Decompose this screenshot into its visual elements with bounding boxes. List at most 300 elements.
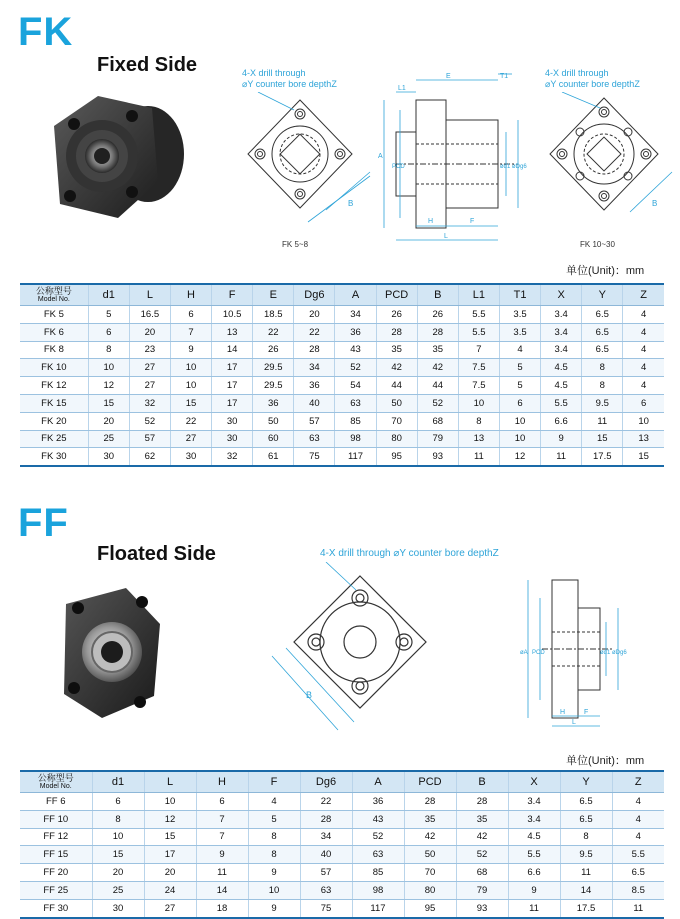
fk-header-model-cn: 公称型号 — [35, 285, 72, 296]
table-cell: 80 — [404, 881, 456, 899]
table-cell: 10 — [88, 359, 129, 377]
table-cell: 28 — [376, 323, 417, 341]
fk-header-x: X — [541, 284, 582, 306]
ff-dim-d1: ød1 — [600, 650, 611, 656]
table-cell: 8 — [248, 828, 300, 846]
fk-drill-note-2 — [545, 68, 640, 90]
fk-header-h: H — [170, 284, 211, 306]
table-cell: 9.5 — [582, 394, 623, 412]
table-row — [20, 377, 664, 395]
table-cell: 40 — [300, 846, 352, 864]
table-cell: 5 — [88, 306, 129, 324]
table-cell: 30 — [88, 448, 129, 466]
table-cell: 15 — [582, 430, 623, 448]
table-cell: 3.4 — [541, 323, 582, 341]
table-cell: 15 — [144, 828, 196, 846]
table-cell: 63 — [335, 394, 376, 412]
table-cell: 14 — [560, 881, 612, 899]
table-row — [20, 828, 664, 846]
table-cell: 4 — [499, 341, 540, 359]
model-cell: FK 20 — [20, 412, 88, 430]
model-cell: FF 12 — [20, 828, 92, 846]
table-cell: 6 — [623, 394, 664, 412]
table-row — [20, 430, 664, 448]
fk-header-f: F — [212, 284, 253, 306]
table-cell: 28 — [417, 323, 458, 341]
table-cell: 17.5 — [582, 448, 623, 466]
table-cell: 35 — [404, 810, 456, 828]
table-cell: 17 — [212, 359, 253, 377]
table-cell: 6 — [499, 394, 540, 412]
table-cell: 10 — [170, 359, 211, 377]
table-cell: 16.5 — [129, 306, 170, 324]
table-cell: 4 — [623, 359, 664, 377]
table-cell: 7.5 — [458, 359, 499, 377]
fk-caption-small: FK 5~8 — [282, 240, 309, 249]
table-cell: 34 — [335, 306, 376, 324]
table-cell: 30 — [212, 412, 253, 430]
table-cell: 42 — [376, 359, 417, 377]
table-cell: 27 — [170, 430, 211, 448]
table-cell: 22 — [170, 412, 211, 430]
table-cell: 44 — [417, 377, 458, 395]
table-cell: 30 — [92, 899, 144, 917]
table-cell: 10 — [458, 394, 499, 412]
table-row — [20, 394, 664, 412]
table-cell: 7 — [170, 323, 211, 341]
table-cell: 27 — [144, 899, 196, 917]
table-cell: 13 — [212, 323, 253, 341]
table-cell: 8 — [560, 828, 612, 846]
table-cell: 43 — [352, 810, 404, 828]
table-cell: 9 — [541, 430, 582, 448]
fk-table-header-row — [20, 284, 664, 306]
table-cell: 35 — [456, 810, 508, 828]
table-cell: 50 — [404, 846, 456, 864]
table-cell: 3.4 — [508, 810, 560, 828]
table-cell: 63 — [352, 846, 404, 864]
ff-spec-table — [20, 770, 664, 919]
fk-dim-PCD: PCD — [392, 164, 405, 170]
ff-header-d1: d1 — [92, 771, 144, 793]
fk-drill-note-2-line2: ⌀Y counter bore depthZ — [545, 79, 640, 89]
table-cell: 5.5 — [508, 846, 560, 864]
table-cell: 15 — [170, 394, 211, 412]
ff-section-code: FF — [18, 501, 69, 545]
table-cell: 24 — [144, 881, 196, 899]
ff-header-model-cn: 公称型号 — [37, 772, 74, 783]
table-cell: 10 — [144, 793, 196, 811]
fk-caption-large: FK 10~30 — [580, 240, 615, 249]
table-cell: 35 — [417, 341, 458, 359]
ff-header-z: Z — [612, 771, 664, 793]
ff-header-model-en: Model No. — [39, 782, 72, 790]
table-cell: 36 — [253, 394, 294, 412]
table-cell: 22 — [300, 793, 352, 811]
table-cell: 26 — [253, 341, 294, 359]
fk-header-l1: L1 — [458, 284, 499, 306]
table-cell: 11 — [612, 899, 664, 917]
fk-product-photo — [40, 88, 190, 228]
table-cell: 28 — [300, 810, 352, 828]
table-cell: 57 — [129, 430, 170, 448]
table-cell: 12 — [499, 448, 540, 466]
table-row — [20, 412, 664, 430]
ff-header-x: X — [508, 771, 560, 793]
table-cell: 13 — [623, 430, 664, 448]
table-cell: 95 — [376, 448, 417, 466]
table-cell: 36 — [335, 323, 376, 341]
table-cell: 3.4 — [541, 306, 582, 324]
fk-dim-A: A — [378, 153, 383, 160]
table-cell: 20 — [129, 323, 170, 341]
table-cell: 52 — [456, 846, 508, 864]
table-cell: 32 — [212, 448, 253, 466]
table-cell: 11 — [560, 864, 612, 882]
model-cell: FK 6 — [20, 323, 88, 341]
table-cell: 29.5 — [253, 377, 294, 395]
table-cell: 68 — [456, 864, 508, 882]
table-cell: 42 — [417, 359, 458, 377]
table-cell: 10 — [170, 377, 211, 395]
ff-dim-A: øA — [520, 650, 528, 656]
table-cell: 4 — [623, 323, 664, 341]
table-cell: 10.5 — [212, 306, 253, 324]
ff-dim-Dg6: øDg6 — [612, 650, 627, 656]
table-cell: 79 — [417, 430, 458, 448]
table-cell: 34 — [294, 359, 335, 377]
fk-header-b: B — [417, 284, 458, 306]
ff-dim-F: F — [584, 709, 589, 716]
model-cell: FK 30 — [20, 448, 88, 466]
table-cell: 15 — [92, 846, 144, 864]
fk-header-t1: T1 — [499, 284, 540, 306]
table-cell: 10 — [623, 412, 664, 430]
table-row — [20, 881, 664, 899]
table-cell: 28 — [404, 793, 456, 811]
fk-header-a: A — [335, 284, 376, 306]
table-cell: 18 — [196, 899, 248, 917]
table-cell: 25 — [88, 430, 129, 448]
fk-dim-Dg6: øDg6 — [512, 164, 527, 170]
fk-drill-note-line1: 4-X drill through — [242, 68, 306, 78]
fk-dim-T1: T1 — [500, 73, 509, 80]
fk-header-l: L — [129, 284, 170, 306]
table-cell: 6.6 — [541, 412, 582, 430]
ff-header-dg6: Dg6 — [300, 771, 352, 793]
table-cell: 9 — [170, 341, 211, 359]
ff-dim-B: B — [306, 690, 313, 700]
fk-section-subtitle: Fixed Side — [97, 54, 198, 76]
table-cell: 11 — [582, 412, 623, 430]
table-cell: 25 — [92, 881, 144, 899]
model-cell: FK 12 — [20, 377, 88, 395]
table-cell: 4 — [248, 793, 300, 811]
table-cell: 23 — [129, 341, 170, 359]
fk-front-view-drawing-large — [540, 92, 676, 242]
table-cell: 68 — [417, 412, 458, 430]
table-cell: 7.5 — [458, 377, 499, 395]
fk-header-model — [20, 284, 88, 306]
model-cell: FK 5 — [20, 306, 88, 324]
fk-dim-L: L — [444, 233, 448, 240]
ff-header-l: L — [144, 771, 196, 793]
table-cell: 80 — [376, 430, 417, 448]
table-cell: 30 — [212, 430, 253, 448]
table-cell: 43 — [335, 341, 376, 359]
table-cell: 63 — [300, 881, 352, 899]
table-cell: 62 — [129, 448, 170, 466]
ff-header-h: H — [196, 771, 248, 793]
table-cell: 8 — [92, 810, 144, 828]
table-cell: 9.5 — [560, 846, 612, 864]
table-cell: 4 — [612, 810, 664, 828]
table-cell: 85 — [335, 412, 376, 430]
table-cell: 14 — [196, 881, 248, 899]
model-cell: FF 15 — [20, 846, 92, 864]
table-cell: 7 — [196, 828, 248, 846]
ff-dim-L: L — [572, 719, 576, 726]
table-cell: 57 — [300, 864, 352, 882]
fk-side-view-drawing — [378, 70, 528, 248]
table-cell: 13 — [458, 430, 499, 448]
ff-header-y: Y — [560, 771, 612, 793]
table-cell: 28 — [456, 793, 508, 811]
table-cell: 50 — [376, 394, 417, 412]
table-cell: 3.4 — [508, 793, 560, 811]
table-cell: 8 — [248, 846, 300, 864]
table-row — [20, 793, 664, 811]
table-row — [20, 359, 664, 377]
table-cell: 70 — [404, 864, 456, 882]
table-cell: 9 — [196, 846, 248, 864]
table-cell: 79 — [456, 881, 508, 899]
fk-drill-note — [242, 68, 337, 90]
table-cell: 11 — [508, 899, 560, 917]
table-cell: 5.5 — [458, 306, 499, 324]
ff-dim-PCD: PCD — [532, 650, 545, 656]
table-cell: 7 — [196, 810, 248, 828]
table-cell: 22 — [294, 323, 335, 341]
table-cell: 20 — [144, 864, 196, 882]
table-cell: 15 — [88, 394, 129, 412]
ff-product-photo — [56, 584, 172, 724]
table-cell: 57 — [294, 412, 335, 430]
fk-header-d1: d1 — [88, 284, 129, 306]
ff-unit-label: 单位(Unit)：mm — [566, 755, 645, 767]
fk-dim-L1: L1 — [398, 85, 406, 92]
table-cell: 6 — [88, 323, 129, 341]
fk-front-view-drawing-small — [238, 92, 378, 242]
model-cell: FK 25 — [20, 430, 88, 448]
fk-unit-label: 单位(Unit)：mm — [566, 265, 645, 277]
ff-section-subtitle: Floated Side — [97, 543, 216, 565]
ff-header-b: B — [456, 771, 508, 793]
table-cell: 5 — [499, 359, 540, 377]
table-cell: 60 — [253, 430, 294, 448]
table-cell: 6.5 — [582, 323, 623, 341]
table-cell: 95 — [404, 899, 456, 917]
table-cell: 4.5 — [508, 828, 560, 846]
fk-dim-E: E — [446, 73, 451, 80]
table-cell: 93 — [456, 899, 508, 917]
table-cell: 5.5 — [458, 323, 499, 341]
model-cell: FF 20 — [20, 864, 92, 882]
table-cell: 12 — [144, 810, 196, 828]
table-cell: 4.5 — [541, 359, 582, 377]
table-cell: 63 — [294, 430, 335, 448]
table-cell: 44 — [376, 377, 417, 395]
table-cell: 6.5 — [582, 306, 623, 324]
fk-section-code: FK — [18, 10, 74, 54]
table-cell: 52 — [352, 828, 404, 846]
table-cell: 10 — [92, 828, 144, 846]
table-row — [20, 448, 664, 466]
fk-dim-B-small: B — [348, 199, 354, 208]
table-cell: 36 — [294, 377, 335, 395]
table-cell: 12 — [88, 377, 129, 395]
table-cell: 85 — [352, 864, 404, 882]
table-row — [20, 846, 664, 864]
fk-header-dg6: Dg6 — [294, 284, 335, 306]
fk-spec-table — [20, 283, 664, 467]
table-cell: 20 — [92, 864, 144, 882]
table-cell: 10 — [499, 430, 540, 448]
table-cell: 27 — [129, 359, 170, 377]
table-cell: 30 — [170, 448, 211, 466]
table-cell: 20 — [88, 412, 129, 430]
table-cell: 26 — [376, 306, 417, 324]
fk-dim-F: F — [470, 218, 475, 225]
table-cell: 17 — [212, 377, 253, 395]
table-cell: 7 — [458, 341, 499, 359]
table-cell: 11 — [196, 864, 248, 882]
fk-dim-B-large: B — [652, 199, 658, 208]
table-row — [20, 341, 664, 359]
table-cell: 22 — [253, 323, 294, 341]
table-cell: 6 — [92, 793, 144, 811]
table-cell: 3.5 — [499, 306, 540, 324]
table-cell: 4 — [623, 341, 664, 359]
table-cell: 6.5 — [560, 810, 612, 828]
table-cell: 17 — [212, 394, 253, 412]
ff-table-header-row — [20, 771, 664, 793]
table-cell: 6 — [170, 306, 211, 324]
table-cell: 4 — [623, 377, 664, 395]
model-cell: FK 15 — [20, 394, 88, 412]
table-cell: 52 — [417, 394, 458, 412]
table-cell: 6.6 — [508, 864, 560, 882]
table-cell: 5 — [248, 810, 300, 828]
table-cell: 10 — [248, 881, 300, 899]
table-cell: 40 — [294, 394, 335, 412]
table-row — [20, 306, 664, 324]
model-cell: FF 25 — [20, 881, 92, 899]
ff-header-model — [20, 771, 92, 793]
table-cell: 98 — [352, 881, 404, 899]
table-cell: 50 — [253, 412, 294, 430]
table-cell: 32 — [129, 394, 170, 412]
fk-dim-d1: ød1 — [500, 164, 511, 170]
table-row — [20, 864, 664, 882]
table-cell: 75 — [294, 448, 335, 466]
ff-side-view-drawing — [512, 574, 642, 730]
ff-header-a: A — [352, 771, 404, 793]
table-cell: 4 — [612, 828, 664, 846]
ff-header-f: F — [248, 771, 300, 793]
table-cell: 27 — [129, 377, 170, 395]
fk-header-model-en: Model No. — [37, 295, 70, 303]
table-row — [20, 899, 664, 917]
model-cell: FF 6 — [20, 793, 92, 811]
table-cell: 29.5 — [253, 359, 294, 377]
table-cell: 5.5 — [541, 394, 582, 412]
table-cell: 117 — [335, 448, 376, 466]
table-cell: 54 — [335, 377, 376, 395]
table-cell: 70 — [376, 412, 417, 430]
table-cell: 9 — [508, 881, 560, 899]
table-cell: 10 — [499, 412, 540, 430]
fk-header-e: E — [253, 284, 294, 306]
table-cell: 4 — [612, 793, 664, 811]
table-cell: 20 — [294, 306, 335, 324]
table-cell: 34 — [300, 828, 352, 846]
table-cell: 36 — [352, 793, 404, 811]
model-cell: FF 10 — [20, 810, 92, 828]
fk-header-y: Y — [582, 284, 623, 306]
table-cell: 6 — [196, 793, 248, 811]
table-cell: 6.5 — [560, 793, 612, 811]
table-cell: 15 — [623, 448, 664, 466]
fk-header-z: Z — [623, 284, 664, 306]
ff-header-pcd: PCD — [404, 771, 456, 793]
table-cell: 93 — [417, 448, 458, 466]
table-cell: 11 — [541, 448, 582, 466]
table-cell: 52 — [129, 412, 170, 430]
table-cell: 8 — [458, 412, 499, 430]
model-cell: FK 8 — [20, 341, 88, 359]
table-cell: 26 — [417, 306, 458, 324]
table-cell: 4 — [623, 306, 664, 324]
table-cell: 75 — [300, 899, 352, 917]
table-cell: 17 — [144, 846, 196, 864]
table-cell: 52 — [335, 359, 376, 377]
fk-dim-H: H — [428, 218, 434, 225]
table-cell: 14 — [212, 341, 253, 359]
table-cell: 8 — [582, 359, 623, 377]
table-row — [20, 810, 664, 828]
table-cell: 8.5 — [612, 881, 664, 899]
table-cell: 35 — [376, 341, 417, 359]
fk-drill-note-2-line1: 4-X drill through — [545, 68, 609, 78]
table-cell: 61 — [253, 448, 294, 466]
table-cell: 6.5 — [582, 341, 623, 359]
table-cell: 8 — [582, 377, 623, 395]
model-cell: FF 30 — [20, 899, 92, 917]
table-cell: 8 — [88, 341, 129, 359]
table-cell: 28 — [294, 341, 335, 359]
table-cell: 117 — [352, 899, 404, 917]
table-cell: 42 — [404, 828, 456, 846]
table-cell: 5.5 — [612, 846, 664, 864]
fk-drill-note-line2: ⌀Y counter bore depthZ — [242, 79, 337, 89]
table-cell: 98 — [335, 430, 376, 448]
fk-header-pcd: PCD — [376, 284, 417, 306]
ff-drill-note: 4-X drill through ⌀Y counter bore depthZ — [320, 548, 499, 559]
table-cell: 11 — [458, 448, 499, 466]
table-cell: 4.5 — [541, 377, 582, 395]
model-cell: FK 10 — [20, 359, 88, 377]
